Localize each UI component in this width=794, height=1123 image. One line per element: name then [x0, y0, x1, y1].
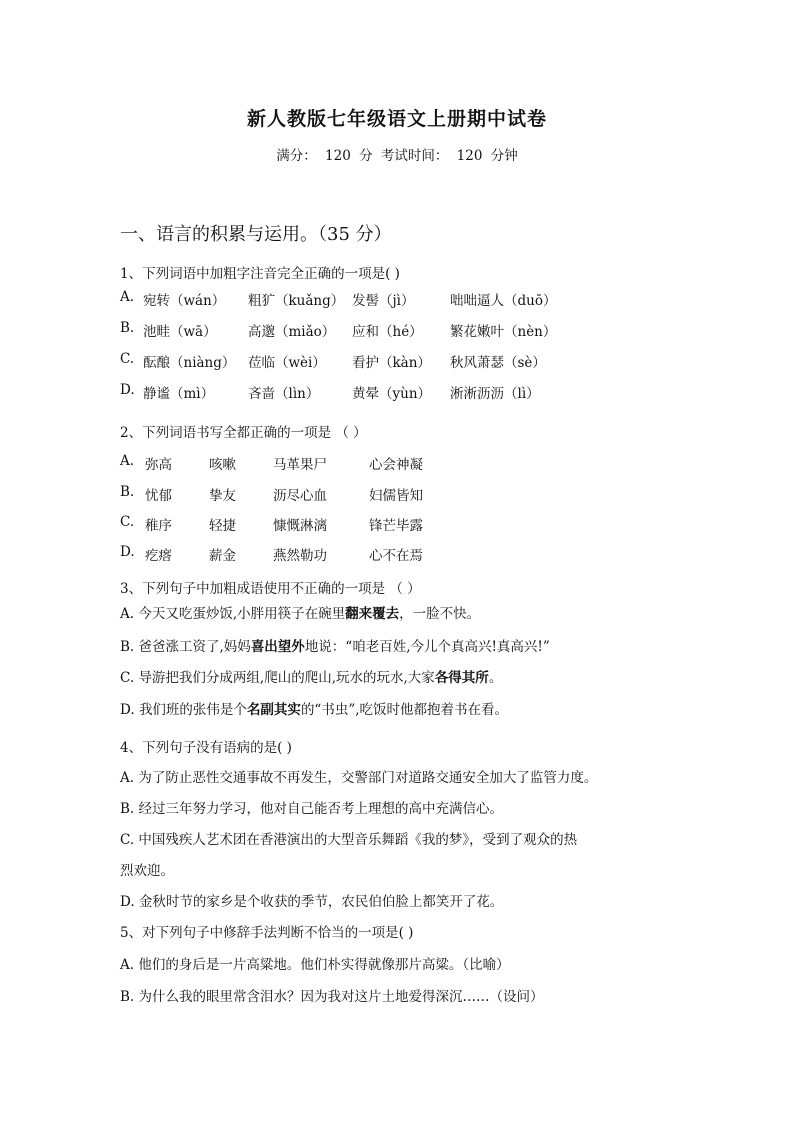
- option-item: 发髻（jì）: [352, 293, 415, 309]
- option-item: 高邈（miǎo）: [248, 324, 336, 340]
- option-text: 我们班的张伟是个: [138, 702, 247, 718]
- option-item: 沥尽心血: [273, 488, 327, 504]
- option-item: 心不在焉: [369, 548, 423, 564]
- option-item: 轻捷: [209, 518, 236, 534]
- option-item: 宛转（wán）: [143, 293, 226, 309]
- option-item: 马革果尸: [273, 457, 327, 473]
- question-3-stem: 3、下列句子中加粗成语使用不正确的一项是 （ ）: [120, 581, 421, 597]
- q4-option-c-cont: 烈欢迎。: [120, 863, 174, 879]
- q5-option-a: A. 他们的身后是一片高粱地。他们朴实得就像那片高粱。（比喻）: [120, 957, 510, 973]
- q3-option-b: [120, 635, 550, 655]
- question-2-stem: 2、下列词语书写全都正确的一项是 （ ）: [120, 425, 367, 441]
- option-item: 锋芒毕露: [369, 518, 423, 534]
- q4-option-d: D. 金秋时节的家乡是个收获的季节，农民伯伯脸上都笑开了花。: [120, 894, 504, 910]
- question-1-stem: 1、下列词语中加粗字注音完全正确的一项是( ): [120, 266, 400, 282]
- option-item: 粗犷（kuǎng）: [248, 293, 345, 309]
- option-label: A.: [120, 289, 135, 305]
- option-text: 导游把我们分成两组,爬山的爬山,玩水的玩水,大家: [138, 670, 435, 686]
- option-label: B.: [120, 320, 135, 336]
- q3-option-c: [120, 666, 502, 686]
- bold-idiom: 各得其所: [434, 670, 489, 686]
- question-5-stem: 5、对下列句子中修辞手法判断不恰当的一项是( ): [120, 925, 414, 941]
- option-item: 稚序: [145, 518, 172, 534]
- option-item: 秋风萧瑟（sè）: [450, 355, 546, 371]
- option-label: C.: [120, 670, 135, 686]
- q3-option-d: [120, 698, 508, 718]
- option-item: 淅淅沥沥（lì）: [450, 386, 540, 402]
- q4-option-c: C. 中国残疾人艺术团在香港演出的大型音乐舞蹈《我的梦》，受到了观众的热: [120, 832, 578, 848]
- option-item: 疙瘩: [145, 548, 172, 564]
- option-item: 薪金: [209, 548, 236, 564]
- option-label: B.: [120, 639, 135, 655]
- question-4-stem: 4、下列句子没有语病的是( ): [120, 740, 292, 756]
- option-item: 池畦（wā）: [143, 324, 217, 340]
- option-item: 吝啬（lìn）: [248, 386, 320, 402]
- bold-idiom: 翻来覆去: [345, 606, 400, 622]
- exam-info: 满分： 120 分 考试时间： 120 分钟: [276, 148, 518, 164]
- option-label: C.: [120, 351, 135, 367]
- section-heading: 一、语言的积累与运用。（35 分）: [120, 224, 392, 245]
- option-text: ，一脸不快。: [399, 606, 481, 622]
- option-item: 黄晕（yùn）: [352, 386, 432, 402]
- bold-idiom: 喜出望外: [250, 639, 305, 655]
- option-text: 的“书虫”,吃饭时他都抱着书在看。: [300, 702, 509, 718]
- option-label: A.: [120, 453, 135, 469]
- option-item: 咳嗽: [209, 457, 236, 473]
- q5-option-b: B. 为什么我的眼里常含泪水？因为我对这片土地爱得深沉……（设问）: [120, 989, 544, 1005]
- option-item: 应和（hé）: [352, 324, 423, 340]
- option-label: D.: [120, 544, 135, 560]
- bold-idiom: 名副其实: [246, 702, 301, 718]
- option-item: 忧郁: [145, 488, 172, 504]
- option-label: B.: [120, 484, 135, 500]
- q4-option-a: A. 为了防止恶性交通事故不再发生，交警部门对道路交通安全加大了监管力度。: [120, 770, 598, 786]
- option-label: A.: [120, 606, 135, 622]
- option-label: D.: [120, 702, 135, 718]
- option-item: 静谧（mì）: [143, 386, 215, 402]
- option-text: 。: [488, 670, 503, 686]
- option-item: 妇儒皆知: [369, 488, 423, 504]
- option-item: 弥高: [145, 457, 172, 473]
- option-item: 繁花嫩叶（nèn）: [450, 324, 557, 340]
- option-item: 莅临（wèi）: [248, 355, 326, 371]
- page-title: 新人教版七年级语文上册期中试卷: [246, 108, 547, 130]
- q3-option-a: [120, 602, 480, 622]
- option-item: 看护（kàn）: [352, 355, 431, 371]
- option-item: 慷慨淋漓: [273, 518, 327, 534]
- option-item: 燕然勒功: [273, 548, 327, 564]
- option-item: 咄咄逼人（duō）: [450, 293, 557, 309]
- option-item: 酝酿（niàng）: [143, 355, 236, 371]
- option-item: 心会神凝: [369, 457, 423, 473]
- option-label: C.: [120, 514, 135, 530]
- option-text: 今天又吃蛋炒饭,小胖用筷子在碗里: [138, 606, 346, 622]
- option-text: 爸爸涨工资了,妈妈: [138, 639, 251, 655]
- option-item: 挚友: [209, 488, 236, 504]
- option-text: 地说：“咱老百姓,今儿个真高兴!真高兴!”: [304, 639, 550, 655]
- q4-option-b: B. 经过三年努力学习，他对自己能否考上理想的高中充满信心。: [120, 801, 504, 817]
- option-label: D.: [120, 382, 135, 398]
